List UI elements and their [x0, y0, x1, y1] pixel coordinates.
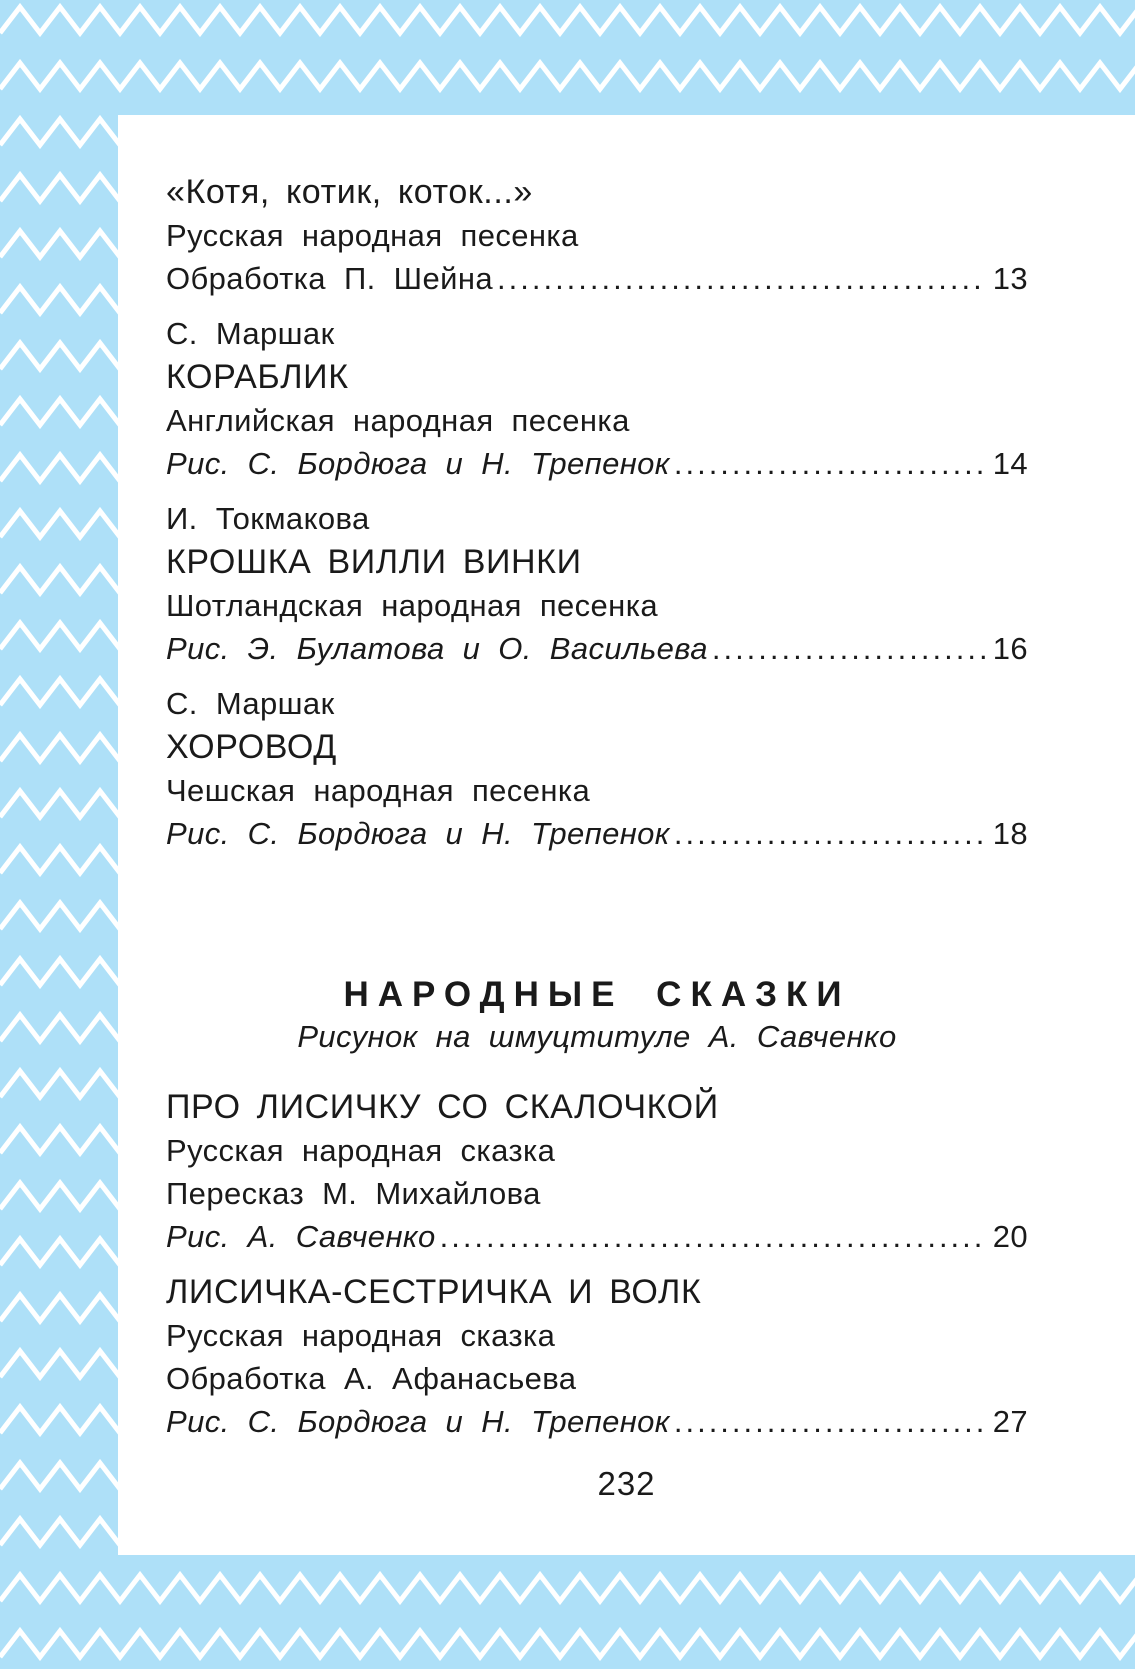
entry-title: КРОШКА ВИЛЛИ ВИНКИ [166, 543, 582, 581]
entry-subtitle: Шотландская народная песенка [166, 588, 658, 623]
toc-part-songs [166, 170, 1028, 855]
zigzag-line [0, 1575, 1135, 1601]
entry-final-line [166, 442, 1028, 485]
entry-title: «Котя, котик, коток...» [166, 173, 533, 211]
entry-subtitle: Русская народная сказка [166, 1133, 556, 1168]
entry-title: КОРАБЛИК [166, 358, 349, 396]
toc-entry [166, 1270, 1028, 1443]
entry-credit: Пересказ М. Михайлова [166, 1176, 541, 1211]
entry-final-line [166, 1215, 1028, 1258]
entry-page-number: 20 [992, 1219, 1028, 1254]
toc-entry [166, 682, 1028, 855]
entry-title: ХОРОВОД [166, 728, 337, 766]
entry-subtitle: Английская народная песенка [166, 403, 630, 438]
zigzag-line [0, 63, 1135, 89]
entry-final-credit: Рис. С. Бордюга и Н. Трепенок [166, 816, 670, 851]
entry-subtitle: Русская народная песенка [166, 218, 579, 253]
zigzag-line [0, 1631, 1135, 1657]
dot-leader [674, 1400, 987, 1443]
zigzag-line [0, 7, 1135, 33]
entry-subtitle: Русская народная сказка [166, 1318, 556, 1353]
entry-final-credit: Рис. Э. Булатова и О. Васильева [166, 631, 708, 666]
page-number: 232 [597, 1465, 656, 1502]
entry-author: С. Маршак [166, 686, 335, 721]
entry-final-credit: Рис. С. Бордюга и Н. Трепенок [166, 446, 670, 481]
toc-entry [166, 170, 1028, 300]
entry-final-line [166, 257, 1028, 300]
toc-entry [166, 497, 1028, 670]
entry-page-number: 27 [992, 1404, 1028, 1439]
toc-entry [166, 312, 1028, 485]
entry-final-credit: Обработка П. Шейна [166, 261, 493, 296]
section-heading [166, 973, 1028, 1057]
entry-final-credit: Рис. С. Бордюга и Н. Трепенок [166, 1404, 670, 1439]
entry-title: ПРО ЛИСИЧКУ СО СКАЛОЧКОЙ [166, 1088, 719, 1126]
entry-final-credit: Рис. А. Савченко [166, 1219, 436, 1254]
entry-page-number: 13 [992, 261, 1028, 296]
entry-title: ЛИСИЧКА-СЕСТРИЧКА И ВОЛК [166, 1273, 702, 1311]
dot-leader [497, 257, 987, 300]
section-subtitle: Рисунок на шмуцтитуле А. Савченко [297, 1019, 897, 1054]
toc-entry [166, 1085, 1028, 1258]
entry-final-line [166, 1400, 1028, 1443]
entry-page-number: 16 [992, 631, 1028, 666]
entry-page-number: 18 [992, 816, 1028, 851]
page [118, 115, 1135, 1555]
section-title: НАРОДНЫЕ СКАЗКИ [343, 975, 851, 1014]
entry-subtitle: Чешская народная песенка [166, 773, 591, 808]
entry-author: С. Маршак [166, 316, 335, 351]
toc-part-tales [166, 1085, 1028, 1443]
entry-credit: Обработка А. Афанасьева [166, 1361, 577, 1396]
entry-author: И. Токмакова [166, 501, 370, 536]
entry-final-line [166, 812, 1028, 855]
entry-final-line [166, 627, 1028, 670]
dot-leader [440, 1215, 987, 1258]
table-of-contents [166, 170, 1028, 1455]
entry-page-number: 14 [992, 446, 1028, 481]
dot-leader [712, 627, 987, 670]
dot-leader [674, 442, 987, 485]
dot-leader [674, 812, 987, 855]
